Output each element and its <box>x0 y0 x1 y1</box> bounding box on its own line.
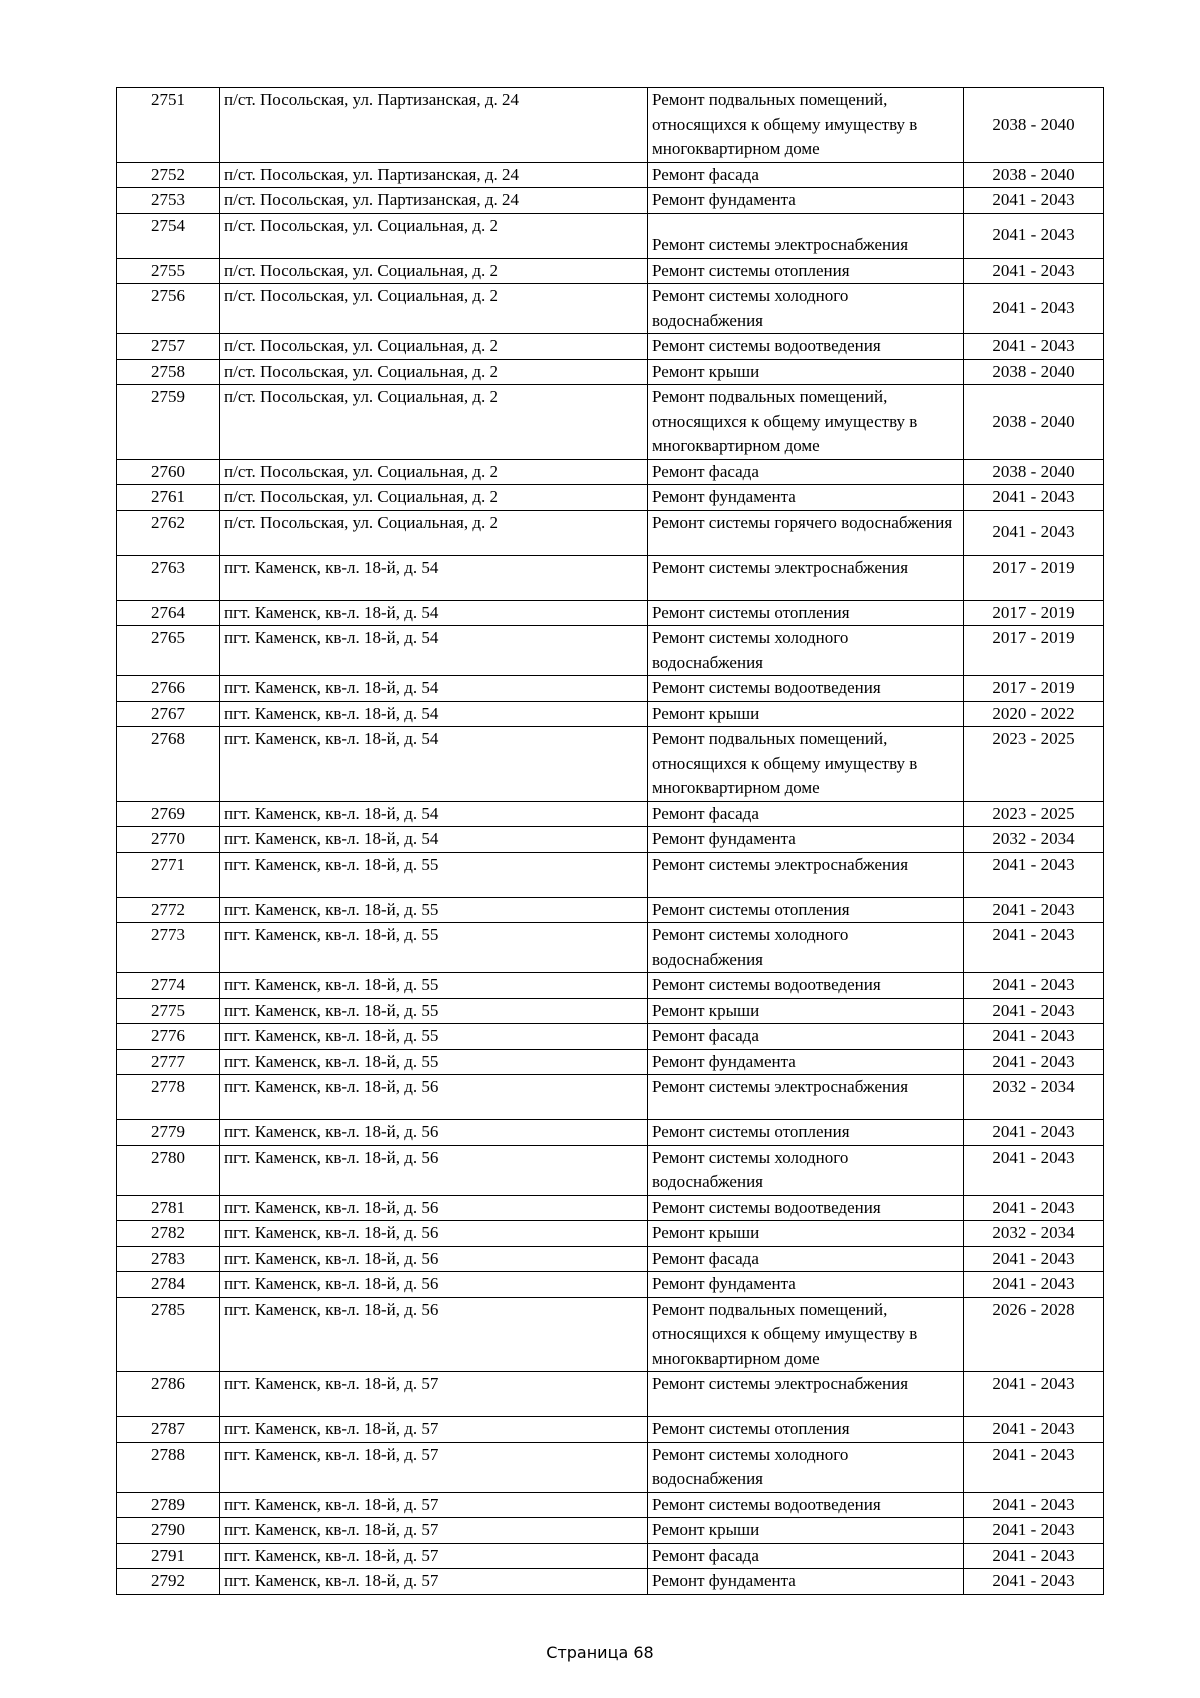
row-number-cell: 2758 <box>117 359 220 385</box>
table-row <box>117 1221 1104 1247</box>
address-cell: п/ст. Посольская, ул. Партизанская, д. 24 <box>220 162 648 188</box>
address-cell: пгт. Каменск, кв-л. 18-й, д. 54 <box>220 727 648 802</box>
row-number-cell: 2760 <box>117 459 220 485</box>
address-cell: п/ст. Посольская, ул. Социальная, д. 2 <box>220 284 648 334</box>
row-number-cell: 2781 <box>117 1195 220 1221</box>
address-cell: п/ст. Посольская, ул. Социальная, д. 2 <box>220 359 648 385</box>
row-number-cell: 2751 <box>117 88 220 163</box>
table-row <box>117 727 1104 802</box>
address-cell: п/ст. Посольская, ул. Социальная, д. 2 <box>220 510 648 555</box>
period-cell: 2041 - 2043 <box>964 213 1104 258</box>
work-type-cell: Ремонт фасада <box>648 162 964 188</box>
work-type-cell: Ремонт системы водоотведения <box>648 334 964 360</box>
row-number-cell: 2753 <box>117 188 220 214</box>
address-cell: пгт. Каменск, кв-л. 18-й, д. 55 <box>220 852 648 897</box>
work-type-cell: Ремонт фундамента <box>648 1569 964 1595</box>
row-number-cell: 2771 <box>117 852 220 897</box>
work-type-cell: Ремонт крыши <box>648 1221 964 1247</box>
row-number-cell: 2786 <box>117 1372 220 1417</box>
table-row <box>117 162 1104 188</box>
row-number-cell: 2779 <box>117 1120 220 1146</box>
row-number-cell: 2773 <box>117 923 220 973</box>
table-row <box>117 1024 1104 1050</box>
work-type-cell: Ремонт подвальных помещений, относящихся к общему имуществу в многоквартирном доме <box>648 727 964 802</box>
row-number-cell: 2780 <box>117 1145 220 1195</box>
address-cell: п/ст. Посольская, ул. Социальная, д. 2 <box>220 258 648 284</box>
address-cell: пгт. Каменск, кв-л. 18-й, д. 55 <box>220 1024 648 1050</box>
address-cell: пгт. Каменск, кв-л. 18-й, д. 57 <box>220 1442 648 1492</box>
work-type-cell: Ремонт системы электроснабжения <box>648 852 964 897</box>
row-number-cell: 2789 <box>117 1492 220 1518</box>
row-number-cell: 2769 <box>117 801 220 827</box>
period-cell: 2041 - 2043 <box>964 1492 1104 1518</box>
period-cell: 2017 - 2019 <box>964 676 1104 702</box>
repair-schedule-table <box>116 87 1104 1595</box>
row-number-cell: 2755 <box>117 258 220 284</box>
work-type-cell: Ремонт фасада <box>648 1543 964 1569</box>
address-cell: пгт. Каменск, кв-л. 18-й, д. 56 <box>220 1297 648 1372</box>
address-cell: пгт. Каменск, кв-л. 18-й, д. 56 <box>220 1195 648 1221</box>
period-cell: 2041 - 2043 <box>964 973 1104 999</box>
address-cell: пгт. Каменск, кв-л. 18-й, д. 57 <box>220 1492 648 1518</box>
period-cell: 2041 - 2043 <box>964 852 1104 897</box>
row-number-cell: 2759 <box>117 385 220 460</box>
period-cell: 2041 - 2043 <box>964 1518 1104 1544</box>
address-cell: пгт. Каменск, кв-л. 18-й, д. 56 <box>220 1120 648 1146</box>
table-row <box>117 213 1104 258</box>
period-cell: 2041 - 2043 <box>964 258 1104 284</box>
work-type-cell: Ремонт крыши <box>648 1518 964 1544</box>
work-type-cell: Ремонт системы электроснабжения <box>648 555 964 600</box>
row-number-cell: 2770 <box>117 827 220 853</box>
address-cell: пгт. Каменск, кв-л. 18-й, д. 54 <box>220 600 648 626</box>
row-number-cell: 2768 <box>117 727 220 802</box>
period-cell: 2017 - 2019 <box>964 600 1104 626</box>
address-cell: пгт. Каменск, кв-л. 18-й, д. 55 <box>220 923 648 973</box>
work-type-cell: Ремонт системы отопления <box>648 1417 964 1443</box>
table-row <box>117 897 1104 923</box>
address-cell: пгт. Каменск, кв-л. 18-й, д. 54 <box>220 827 648 853</box>
row-number-cell: 2784 <box>117 1272 220 1298</box>
address-cell: пгт. Каменск, кв-л. 18-й, д. 56 <box>220 1075 648 1120</box>
row-number-cell: 2791 <box>117 1543 220 1569</box>
row-number-cell: 2757 <box>117 334 220 360</box>
period-cell: 2038 - 2040 <box>964 162 1104 188</box>
work-type-cell: Ремонт фасада <box>648 1024 964 1050</box>
table-row <box>117 258 1104 284</box>
table-row <box>117 1492 1104 1518</box>
table-row <box>117 626 1104 676</box>
period-cell: 2041 - 2043 <box>964 1543 1104 1569</box>
page-footer <box>0 1643 1200 1662</box>
row-number-cell: 2775 <box>117 998 220 1024</box>
work-type-cell: Ремонт системы отопления <box>648 897 964 923</box>
table-row <box>117 88 1104 163</box>
work-type-cell: Ремонт системы холодного водоснабжения <box>648 1442 964 1492</box>
period-cell: 2041 - 2043 <box>964 1145 1104 1195</box>
address-cell: пгт. Каменск, кв-л. 18-й, д. 55 <box>220 973 648 999</box>
period-cell: 2038 - 2040 <box>964 459 1104 485</box>
period-cell: 2041 - 2043 <box>964 1246 1104 1272</box>
work-type-cell: Ремонт фундамента <box>648 1049 964 1075</box>
row-number-cell: 2752 <box>117 162 220 188</box>
table-row <box>117 1297 1104 1372</box>
address-cell: пгт. Каменск, кв-л. 18-й, д. 54 <box>220 626 648 676</box>
period-cell: 2038 - 2040 <box>964 385 1104 460</box>
period-cell: 2026 - 2028 <box>964 1297 1104 1372</box>
table-row <box>117 510 1104 555</box>
address-cell: п/ст. Посольская, ул. Социальная, д. 2 <box>220 459 648 485</box>
work-type-cell: Ремонт системы водоотведения <box>648 676 964 702</box>
period-cell: 2041 - 2043 <box>964 485 1104 511</box>
period-cell: 2041 - 2043 <box>964 1120 1104 1146</box>
period-cell: 2032 - 2034 <box>964 1075 1104 1120</box>
address-cell: пгт. Каменск, кв-л. 18-й, д. 57 <box>220 1372 648 1417</box>
work-type-cell: Ремонт фундамента <box>648 1272 964 1298</box>
row-number-cell: 2761 <box>117 485 220 511</box>
work-type-cell: Ремонт системы отопления <box>648 1120 964 1146</box>
address-cell: пгт. Каменск, кв-л. 18-й, д. 55 <box>220 998 648 1024</box>
address-cell: пгт. Каменск, кв-л. 18-й, д. 56 <box>220 1221 648 1247</box>
row-number-cell: 2778 <box>117 1075 220 1120</box>
table-row <box>117 359 1104 385</box>
row-number-cell: 2763 <box>117 555 220 600</box>
row-number-cell: 2782 <box>117 1221 220 1247</box>
work-type-cell: Ремонт подвальных помещений, относящихся к общему имуществу в многоквартирном доме <box>648 385 964 460</box>
period-cell: 2041 - 2043 <box>964 1569 1104 1595</box>
row-number-cell: 2772 <box>117 897 220 923</box>
address-cell: пгт. Каменск, кв-л. 18-й, д. 55 <box>220 897 648 923</box>
address-cell: пгт. Каменск, кв-л. 18-й, д. 57 <box>220 1417 648 1443</box>
period-cell: 2038 - 2040 <box>964 88 1104 163</box>
period-cell: 2041 - 2043 <box>964 1417 1104 1443</box>
table-row <box>117 1543 1104 1569</box>
table-row <box>117 998 1104 1024</box>
table-row <box>117 1569 1104 1595</box>
period-cell: 2041 - 2043 <box>964 923 1104 973</box>
address-cell: пгт. Каменск, кв-л. 18-й, д. 56 <box>220 1246 648 1272</box>
work-type-cell: Ремонт фундамента <box>648 827 964 853</box>
row-number-cell: 2774 <box>117 973 220 999</box>
period-cell: 2023 - 2025 <box>964 801 1104 827</box>
address-cell: пгт. Каменск, кв-л. 18-й, д. 54 <box>220 801 648 827</box>
period-cell: 2041 - 2043 <box>964 284 1104 334</box>
work-type-cell: Ремонт системы водоотведения <box>648 1195 964 1221</box>
table-row <box>117 555 1104 600</box>
period-cell: 2020 - 2022 <box>964 701 1104 727</box>
page-number-label: Страница 68 <box>546 1643 654 1662</box>
work-type-cell: Ремонт системы электроснабжения <box>648 1075 964 1120</box>
work-type-cell: Ремонт фундамента <box>648 188 964 214</box>
work-type-cell: Ремонт системы электроснабжения <box>648 1372 964 1417</box>
work-type-cell: Ремонт крыши <box>648 359 964 385</box>
table-row <box>117 334 1104 360</box>
table-body <box>117 88 1104 1595</box>
table-row <box>117 1195 1104 1221</box>
period-cell: 2041 - 2043 <box>964 897 1104 923</box>
address-cell: пгт. Каменск, кв-л. 18-й, д. 54 <box>220 701 648 727</box>
table-row <box>117 600 1104 626</box>
period-cell: 2017 - 2019 <box>964 555 1104 600</box>
address-cell: пгт. Каменск, кв-л. 18-й, д. 54 <box>220 555 648 600</box>
row-number-cell: 2754 <box>117 213 220 258</box>
work-type-cell: Ремонт системы горячего водоснабжения <box>648 510 964 555</box>
period-cell: 2032 - 2034 <box>964 827 1104 853</box>
address-cell: п/ст. Посольская, ул. Партизанская, д. 24 <box>220 188 648 214</box>
table-row <box>117 1145 1104 1195</box>
period-cell: 2041 - 2043 <box>964 998 1104 1024</box>
row-number-cell: 2764 <box>117 600 220 626</box>
work-type-cell: Ремонт подвальных помещений, относящихся к общему имуществу в многоквартирном доме <box>648 1297 964 1372</box>
work-type-cell: Ремонт системы холодного водоснабжения <box>648 1145 964 1195</box>
work-type-cell: Ремонт системы водоотведения <box>648 973 964 999</box>
work-type-cell: Ремонт системы холодного водоснабжения <box>648 923 964 973</box>
row-number-cell: 2767 <box>117 701 220 727</box>
period-cell: 2041 - 2043 <box>964 334 1104 360</box>
work-type-cell: Ремонт системы электроснабжения <box>648 213 964 258</box>
table-row <box>117 852 1104 897</box>
table-row <box>117 1442 1104 1492</box>
row-number-cell: 2756 <box>117 284 220 334</box>
table-row <box>117 676 1104 702</box>
row-number-cell: 2788 <box>117 1442 220 1492</box>
table-row <box>117 485 1104 511</box>
period-cell: 2041 - 2043 <box>964 1442 1104 1492</box>
row-number-cell: 2783 <box>117 1246 220 1272</box>
table-row <box>117 1246 1104 1272</box>
address-cell: п/ст. Посольская, ул. Партизанская, д. 24 <box>220 88 648 163</box>
work-type-cell: Ремонт системы водоотведения <box>648 1492 964 1518</box>
address-cell: п/ст. Посольская, ул. Социальная, д. 2 <box>220 385 648 460</box>
work-type-cell: Ремонт фундамента <box>648 485 964 511</box>
table-row <box>117 1518 1104 1544</box>
period-cell: 2041 - 2043 <box>964 1372 1104 1417</box>
period-cell: 2041 - 2043 <box>964 1024 1104 1050</box>
table-row <box>117 284 1104 334</box>
table-row <box>117 459 1104 485</box>
address-cell: пгт. Каменск, кв-л. 18-й, д. 56 <box>220 1145 648 1195</box>
table-row <box>117 973 1104 999</box>
work-type-cell: Ремонт крыши <box>648 701 964 727</box>
row-number-cell: 2792 <box>117 1569 220 1595</box>
row-number-cell: 2785 <box>117 1297 220 1372</box>
address-cell: п/ст. Посольская, ул. Социальная, д. 2 <box>220 334 648 360</box>
table-row <box>117 1372 1104 1417</box>
table-row <box>117 1272 1104 1298</box>
address-cell: пгт. Каменск, кв-л. 18-й, д. 57 <box>220 1569 648 1595</box>
period-cell: 2023 - 2025 <box>964 727 1104 802</box>
work-type-cell: Ремонт подвальных помещений, относящихся к общему имуществу в многоквартирном доме <box>648 88 964 163</box>
table-row <box>117 923 1104 973</box>
work-type-cell: Ремонт крыши <box>648 998 964 1024</box>
table-row <box>117 1075 1104 1120</box>
row-number-cell: 2765 <box>117 626 220 676</box>
period-cell: 2032 - 2034 <box>964 1221 1104 1247</box>
work-type-cell: Ремонт фасада <box>648 459 964 485</box>
row-number-cell: 2766 <box>117 676 220 702</box>
period-cell: 2041 - 2043 <box>964 1195 1104 1221</box>
work-type-cell: Ремонт системы отопления <box>648 600 964 626</box>
work-type-cell: Ремонт фасада <box>648 801 964 827</box>
table-row <box>117 385 1104 460</box>
address-cell: пгт. Каменск, кв-л. 18-й, д. 57 <box>220 1543 648 1569</box>
period-cell: 2041 - 2043 <box>964 1049 1104 1075</box>
row-number-cell: 2787 <box>117 1417 220 1443</box>
table-row <box>117 1049 1104 1075</box>
table-row <box>117 188 1104 214</box>
work-type-cell: Ремонт системы холодного водоснабжения <box>648 284 964 334</box>
address-cell: п/ст. Посольская, ул. Социальная, д. 2 <box>220 213 648 258</box>
work-type-cell: Ремонт фасада <box>648 1246 964 1272</box>
table-row <box>117 827 1104 853</box>
row-number-cell: 2790 <box>117 1518 220 1544</box>
period-cell: 2038 - 2040 <box>964 359 1104 385</box>
period-cell: 2017 - 2019 <box>964 626 1104 676</box>
work-type-cell: Ремонт системы холодного водоснабжения <box>648 626 964 676</box>
table-row <box>117 1417 1104 1443</box>
table-row <box>117 1120 1104 1146</box>
table-row <box>117 701 1104 727</box>
period-cell: 2041 - 2043 <box>964 1272 1104 1298</box>
address-cell: пгт. Каменск, кв-л. 18-й, д. 54 <box>220 676 648 702</box>
row-number-cell: 2776 <box>117 1024 220 1050</box>
table-row <box>117 801 1104 827</box>
address-cell: п/ст. Посольская, ул. Социальная, д. 2 <box>220 485 648 511</box>
work-type-cell: Ремонт системы отопления <box>648 258 964 284</box>
row-number-cell: 2777 <box>117 1049 220 1075</box>
address-cell: пгт. Каменск, кв-л. 18-й, д. 57 <box>220 1518 648 1544</box>
row-number-cell: 2762 <box>117 510 220 555</box>
address-cell: пгт. Каменск, кв-л. 18-й, д. 55 <box>220 1049 648 1075</box>
address-cell: пгт. Каменск, кв-л. 18-й, д. 56 <box>220 1272 648 1298</box>
period-cell: 2041 - 2043 <box>964 510 1104 555</box>
period-cell: 2041 - 2043 <box>964 188 1104 214</box>
